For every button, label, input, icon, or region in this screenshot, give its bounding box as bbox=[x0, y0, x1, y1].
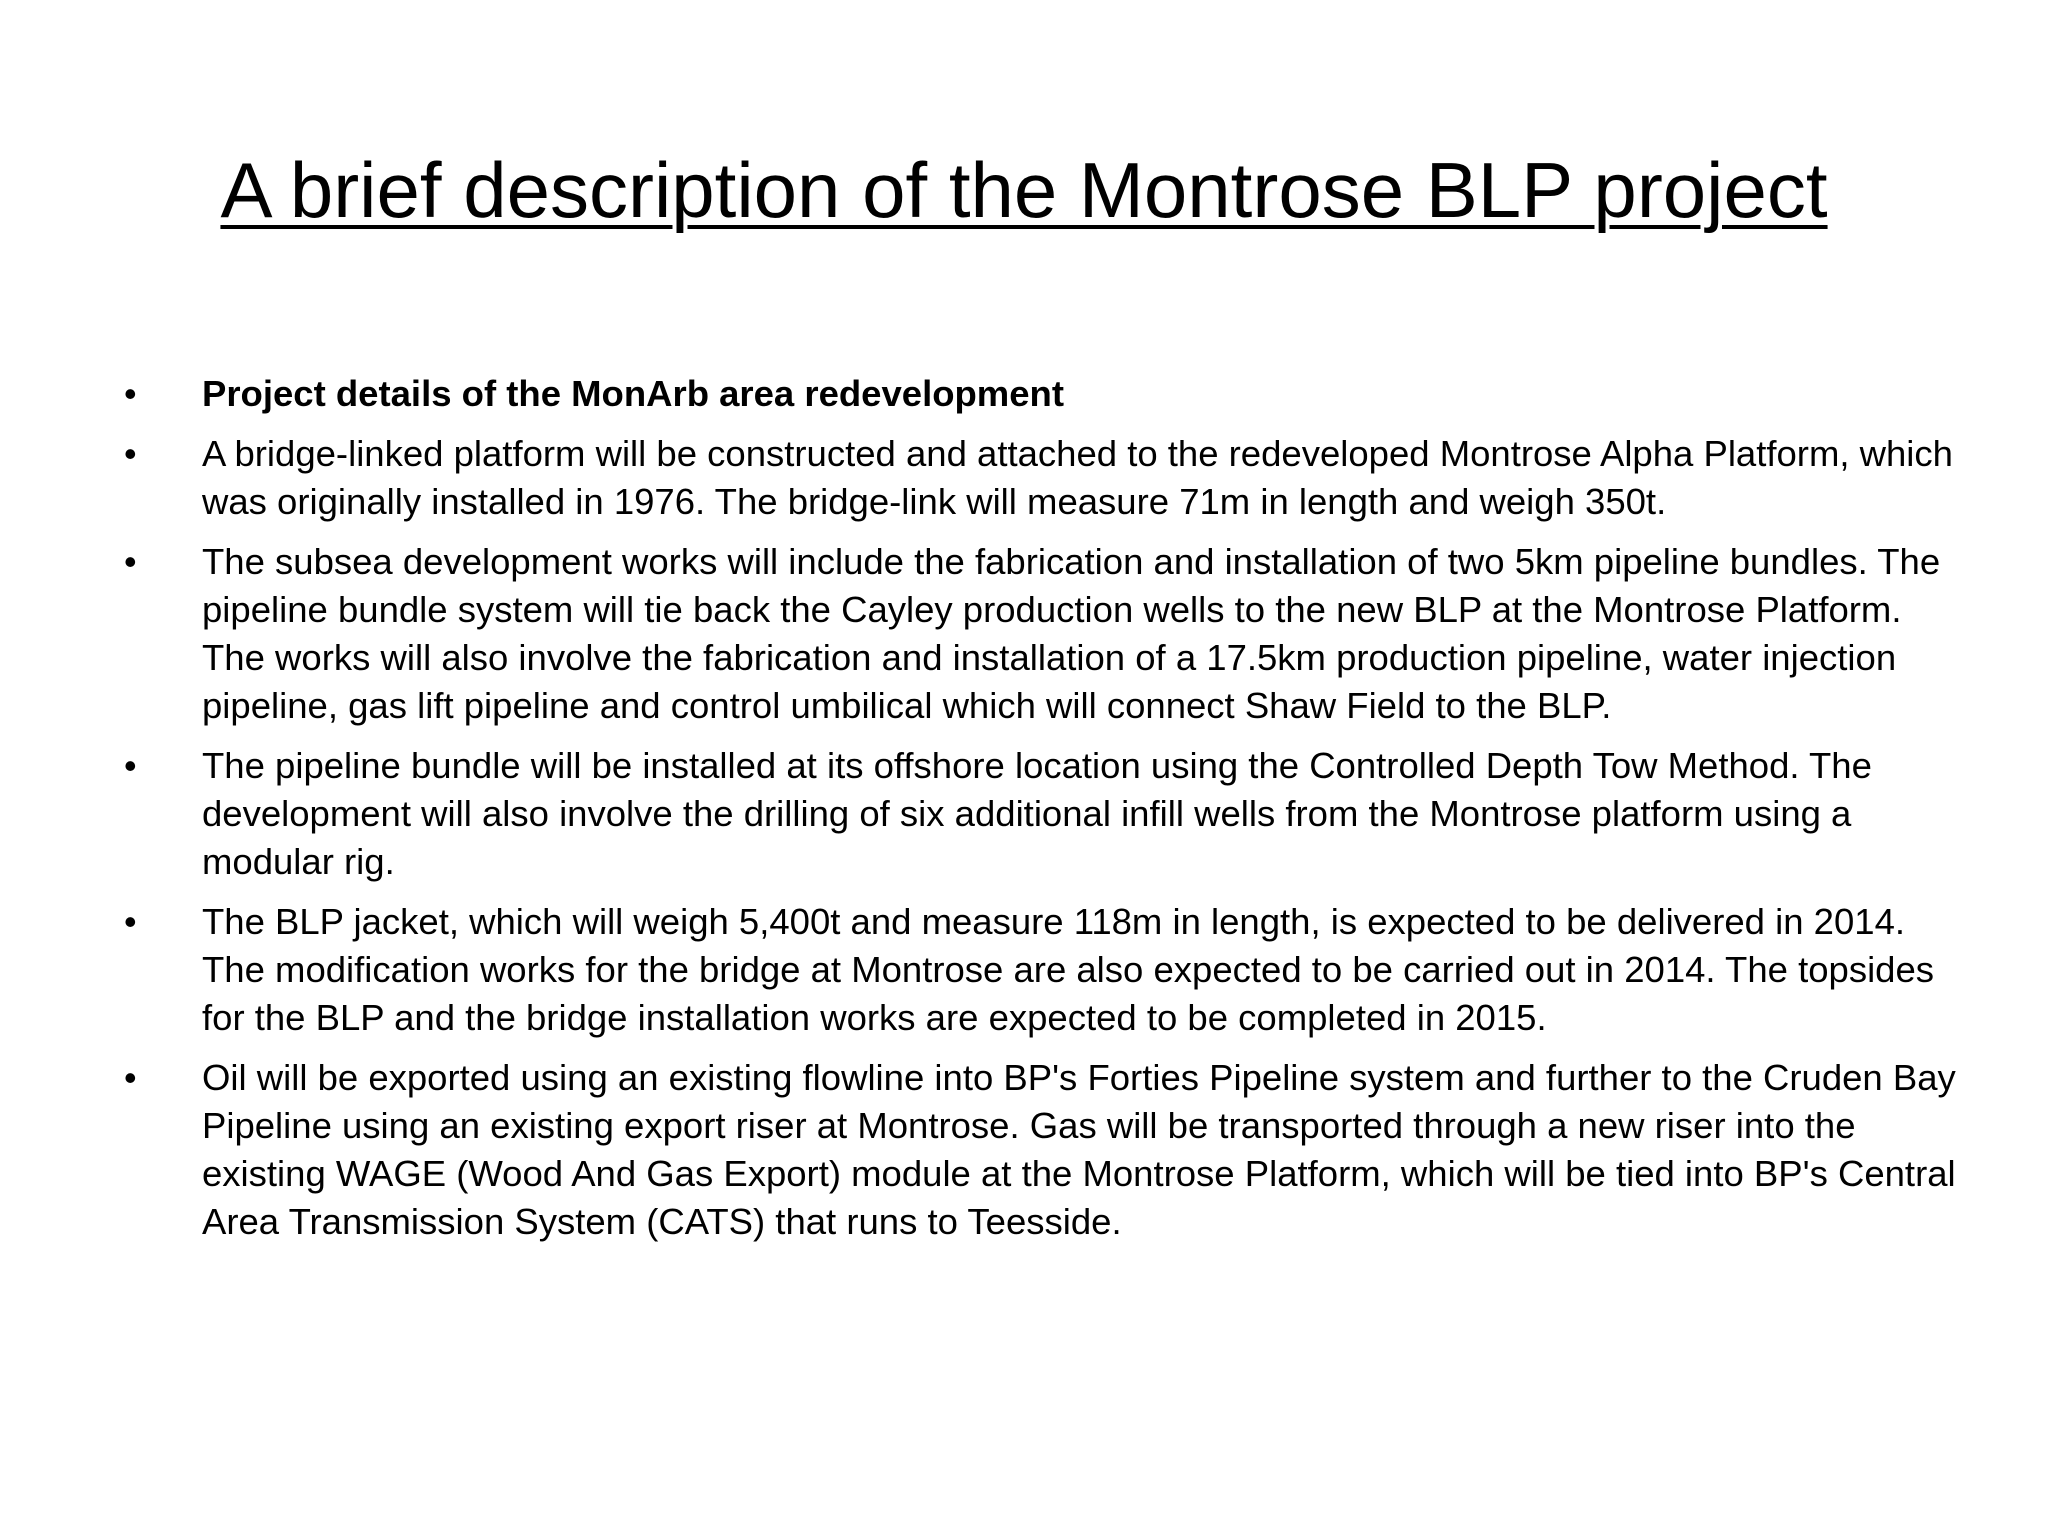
bullet-item-installation bbox=[0, 742, 2048, 886]
bullet-point-icon: • bbox=[124, 1057, 137, 1098]
bullet-point-icon: • bbox=[124, 745, 137, 786]
bullet-item-heading bbox=[0, 370, 2048, 418]
slide-title-text: A brief description of the Montrose BLP project bbox=[220, 146, 1828, 234]
bullet-text: The subsea development works will include the fabrication and installation of two 5km pipeline bundles. The pipeline bundle system will tie back the Cayley production wells to the new BLP at the Montrose Platform. The works will also involve the fabrication and installation of a 17.5km production pipeline, water injection pipeline, gas lift pipeline and control umbilical which will connect Shaw Field to the BLP. bbox=[202, 541, 1941, 726]
bullet-text: Oil will be exported using an existing flowline into BP's Forties Pipeline system and further to the Cruden Bay Pipeline using an existing export riser at Montrose. Gas will be transported through a new riser into the existing WAGE (Wood And Gas Export) module at the Montrose Platform, which will be tied into BP's Central Area Transmission System (CATS) that runs to Teesside. bbox=[202, 1057, 1956, 1242]
bullet-text: The BLP jacket, which will weigh 5,400t and measure 118m in length, is expected to be delivered in 2014. The modification works for the bridge at Montrose are also expected to be carried out in 2014. The topsides for the BLP and the bridge installation works are expected to be completed in 2015. bbox=[202, 901, 1935, 1038]
bullet-text: Project details of the MonArb area redevelopment bbox=[202, 373, 1065, 414]
bullet-item-bridge bbox=[0, 430, 2048, 526]
bullet-item-subsea bbox=[0, 538, 2048, 730]
bullet-point-icon: • bbox=[124, 901, 137, 942]
bullet-text: A bridge-linked platform will be constructed and attached to the redeveloped Montrose Alpha Platform, which was originally installed in 1976. The bridge-link will measure 71m in length and weigh 350t. bbox=[202, 433, 1953, 522]
slide-title bbox=[0, 142, 2048, 238]
bullet-item-jacket bbox=[0, 898, 2048, 1042]
bullet-list bbox=[0, 370, 2048, 1258]
bullet-point-icon: • bbox=[124, 373, 137, 414]
bullet-item-export bbox=[0, 1054, 2048, 1246]
bullet-point-icon: • bbox=[124, 541, 137, 582]
bullet-point-icon: • bbox=[124, 433, 137, 474]
bullet-text: The pipeline bundle will be installed at its offshore location using the Controlled Depth Tow Method. The development will also involve the drilling of six additional infill wells from the Montrose platform using a modular rig. bbox=[202, 745, 1872, 882]
